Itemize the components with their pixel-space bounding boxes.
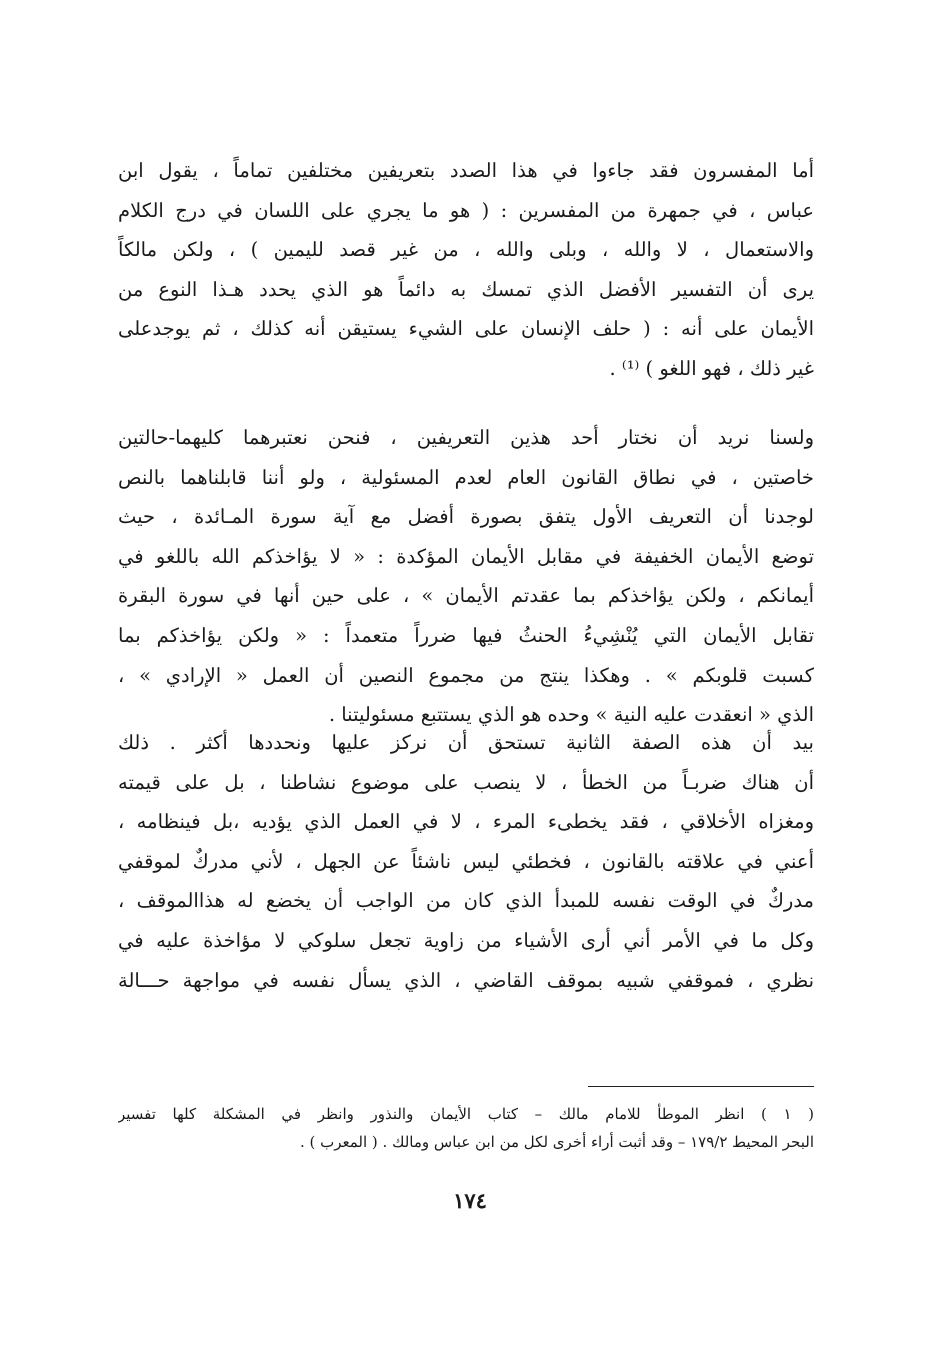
text-line: ولسنا نريد أن نختار أحد هذين التعريفين ، فنحن نعتبرهما كليهما-حالتين <box>118 426 814 449</box>
page-number: ١٧٤ <box>453 1188 487 1213</box>
paragraph-1 <box>118 151 814 389</box>
text-line: والاستعمال ، لا والله ، وبلى والله ، من غير قصد لليمين ) ، ولكن مالكاً <box>118 238 814 262</box>
text-line: كسبت قلوبكم » . وهكذا ينتج من مجموع النصين أن العمل « الإرادي » ، <box>118 663 814 687</box>
text-line: أيمانكم ، ولكن يؤاخذكم بما عقدتم الأيمان » ، على حين أنها في سورة البقرة <box>118 584 814 608</box>
text-line: ومغزاه الأخلاقي ، فقد يخطىء المرء ، لا في العمل الذي يؤديه ،بل فينظامه ، <box>118 810 814 834</box>
text-line: غير ذلك ، فهو اللغو ) ⁽¹⁾ . <box>609 356 814 380</box>
text-line: أما المفسرون فقد جاءوا في هذا الصدد بتعريفين مختلفين تماماً ، يقول ابن <box>118 159 814 182</box>
text-line: أعني في علاقته بالقانون ، فخطئي ليس ناشئاً عن الجهل ، لأني مدركٌ لموقفي <box>118 849 814 873</box>
text-line: تقابل الأيمان التي يُنْشِيءُ الحنثُ فيها ضرراً متعمداً : « ولكن يؤاخذكم بما <box>118 623 814 647</box>
paragraph-2 <box>118 418 814 735</box>
text-line: الذي « انعقدت عليه النية » وحده هو الذي يستتبع مسئوليتنا . <box>328 703 814 727</box>
footnote-divider <box>588 1086 814 1087</box>
text-line: يرى أن التفسير الأفضل الذي تمسك به دائماً هو الذي يحدد هـذا النوع من <box>118 277 814 301</box>
text-line: توضع الأيمان الخفيفة في مقابل الأيمان المؤكدة : « لا يؤاخذكم الله باللغو في <box>118 544 814 568</box>
footnote-line: ( ١ ) انظر الموطأ للامام مالك – كتاب الأيمان والنذور وانظر في المشكلة كلها تفسير <box>118 1105 814 1123</box>
text-line: بيد أن هذه الصفة الثانية تستحق أن نركز عليها ونحددها أكثر . ذلك <box>118 731 814 754</box>
text-line: لوجدنا أن التعريف الأول يتفق بصورة أفضل مع آية سورة المـائدة ، حيث <box>118 505 814 529</box>
text-line: أن هناك ضربـاً من الخطأ ، لا ينصب على موضوع نشاطنا ، بل على قيمته <box>118 770 814 794</box>
text-line: وكل ما في الأمر أني أرى الأشياء من زاوية تجعل سلوكي لا مؤاخذة عليه في <box>118 928 814 952</box>
footnote-line: البحر المحيط ١٧٩/٢ – وقد أثبت أراء أخرى لكل من ابن عباس ومالك . ( المعرب ) . <box>299 1133 814 1151</box>
text-line: نظري ، فموقفي شبيه بموقف القاضي ، الذي يسأل نفسه في مواجهة حـــالة <box>118 968 814 992</box>
footnote <box>118 1100 814 1156</box>
text-line: مدركٌ في الوقت نفسه للمبدأ الذي كان من الواجب أن يخضع له هذاالموقف ، <box>118 889 814 913</box>
text-line: خاصتين ، في نطاق القانون العام لعدم المسئولية ، ولو أننا قابلناهما بالنص <box>118 465 814 489</box>
paragraph-3 <box>118 723 814 1000</box>
text-line: الأيمان على أنه : ( حلف الإنسان على الشيء يستيقن أنه كذلك ، ثم يوجدعلى <box>118 317 814 341</box>
text-line: عباس ، في جمهرة من المفسرين : ( هو ما يجري على اللسان في درج الكلام <box>118 198 814 222</box>
